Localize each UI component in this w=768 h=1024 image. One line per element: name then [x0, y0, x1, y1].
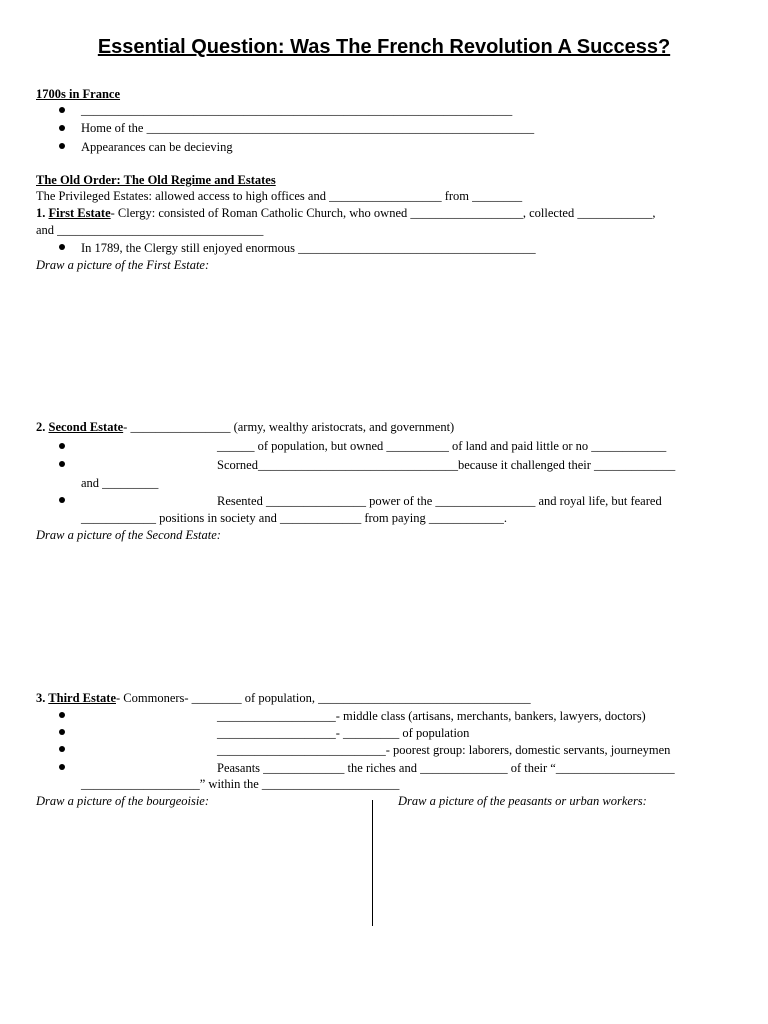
- bullet-icon: [59, 143, 65, 149]
- fill-in-line: Peasants _____________ the riches and ______________ of their “___________________: [217, 761, 675, 775]
- bullet-icon: [59, 764, 65, 770]
- fill-in-line: ______ of population, but owned __________ of land and paid little or no ____________: [217, 439, 667, 453]
- fill-in-text: - ________________ (army, wealthy aristocrats, and government): [123, 420, 455, 434]
- fill-in-text: - Clergy: consisted of Roman Catholic Church, who owned __________________, collected ____________,: [110, 206, 656, 220]
- fill-in-line: and _________________________________: [36, 223, 264, 237]
- bullet-icon: [59, 461, 65, 467]
- item-number: 3.: [36, 691, 49, 705]
- fill-in-line: ___________________- middle class (artisans, merchants, bankers, lawyers, doctors): [217, 709, 646, 723]
- fill-in-line: In 1789, the Clergy still enjoyed enormous ______________________________________: [81, 241, 536, 255]
- fill-in-line: _____________________________________________________________________: [81, 103, 513, 117]
- bullet-icon: [59, 746, 65, 752]
- section-heading-1700s: 1700s in France: [36, 87, 121, 101]
- fill-in-line: and _________: [81, 476, 159, 490]
- drawing-prompt-bourgeoisie: Draw a picture of the bourgeoisie:: [36, 794, 210, 808]
- fill-in-text: - Commoners- ________ of population, __________________________________: [116, 691, 531, 705]
- bullet-icon: [59, 244, 65, 250]
- fill-in-line: Resented ________________ power of the ________________ and royal life, but feared: [217, 494, 662, 508]
- fill-in-line: ___________________- _________ of population: [217, 726, 470, 740]
- page-title: Essential Question: Was The French Revolution A Success?: [97, 36, 671, 58]
- list-item: Appearances can be decieving: [81, 140, 233, 154]
- fill-in-line: Home of the ______________________________________________________________: [81, 121, 535, 135]
- bullet-icon: [59, 497, 65, 503]
- fill-in-line: ___________________” within the ______________________: [81, 777, 400, 791]
- first-estate-line: [36, 205, 655, 221]
- drawing-area-divider: [372, 800, 373, 926]
- bullet-icon: [59, 125, 65, 131]
- item-number: 2.: [36, 420, 49, 434]
- bullet-icon: [59, 443, 65, 449]
- fill-in-line: ___________________________- poorest group: laborers, domestic servants, journeymen: [217, 743, 671, 757]
- fill-in-line: Scorned________________________________because it challenged their _____________: [217, 458, 676, 472]
- section-heading-old-order: The Old Order: The Old Regime and Estates: [36, 173, 276, 187]
- fill-in-line: The Privileged Estates: allowed access to high offices and __________________ from ________: [36, 189, 523, 203]
- drawing-prompt-first-estate: Draw a picture of the First Estate:: [36, 258, 210, 272]
- second-estate-line: [36, 419, 454, 435]
- bullet-icon: [59, 729, 65, 735]
- item-number: 1.: [36, 206, 49, 220]
- fill-in-line: ____________ positions in society and _____________ from paying ____________.: [81, 511, 508, 525]
- third-estate-line: [36, 690, 531, 706]
- drawing-prompt-peasants: Draw a picture of the peasants or urban workers:: [398, 794, 647, 808]
- bullet-icon: [59, 712, 65, 718]
- third-estate-label: Third Estate: [48, 691, 116, 705]
- first-estate-label: First Estate: [48, 206, 111, 220]
- drawing-prompt-second-estate: Draw a picture of the Second Estate:: [36, 528, 221, 542]
- bullet-icon: [59, 107, 65, 113]
- second-estate-label: Second Estate: [48, 420, 124, 434]
